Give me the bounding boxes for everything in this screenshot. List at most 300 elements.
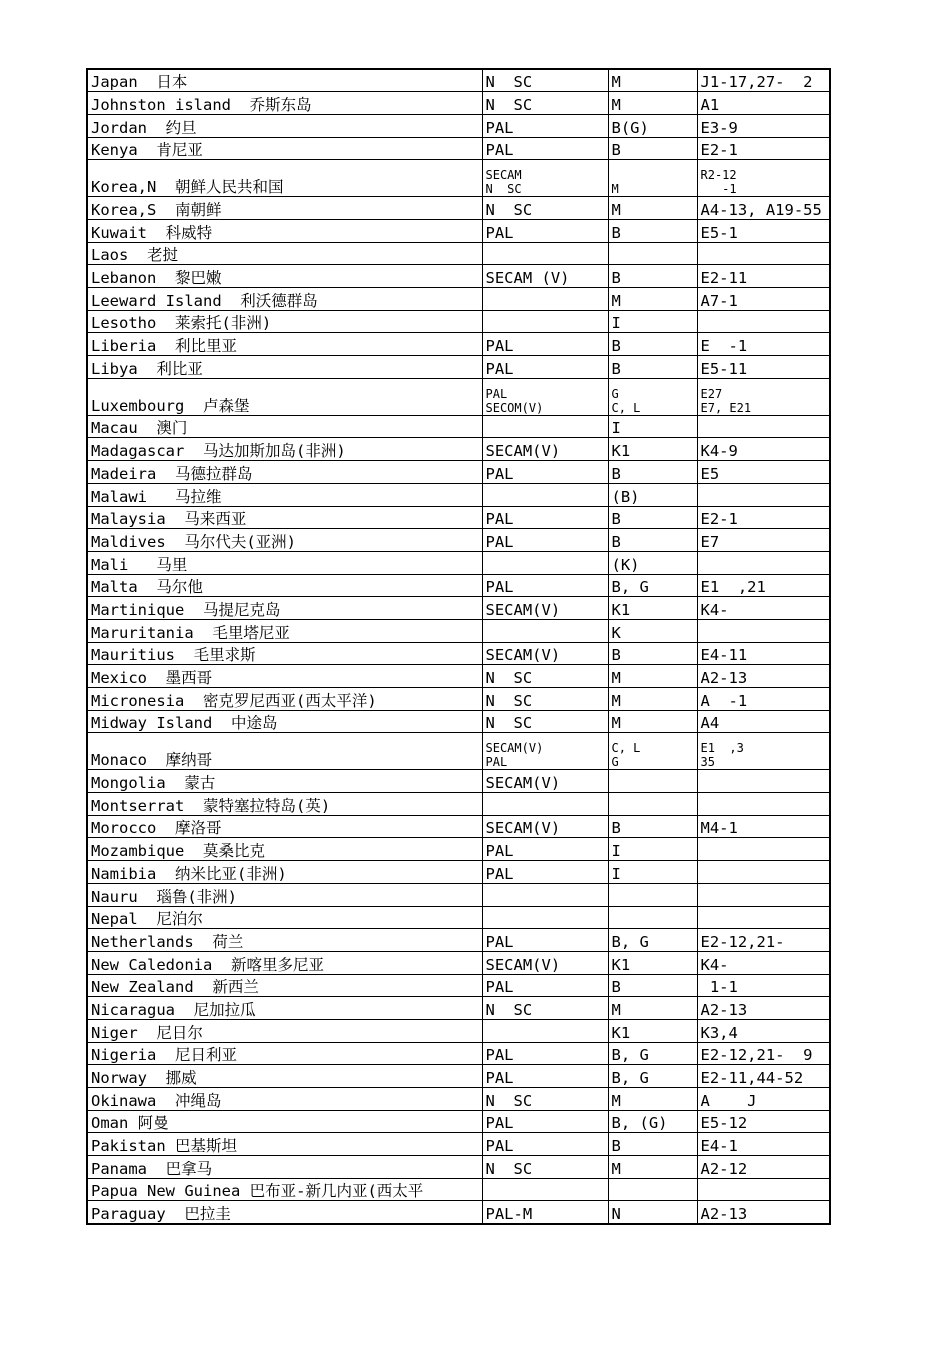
table-row [87, 929, 830, 952]
standard-text: M [611, 291, 621, 310]
standard-cell [608, 415, 697, 438]
channels-text: A4-13, A19-55 [700, 200, 822, 219]
channels-text: E2-12,21- 9 [700, 1046, 813, 1065]
standard-text: I [611, 864, 621, 883]
system-cell [482, 242, 608, 265]
system-text: PAL [485, 118, 514, 137]
country-text: Micronesia 密克罗尼西亚(西太平洋) [91, 691, 377, 710]
standard-cell [608, 838, 697, 861]
table-row [87, 92, 830, 115]
standard-line: G [611, 755, 619, 770]
system-cell [482, 1133, 608, 1156]
system-cell [482, 551, 608, 574]
table-row [87, 1019, 830, 1042]
country-cell [87, 665, 482, 688]
country-text: Nigeria 尼日利亚 [91, 1046, 237, 1065]
channels-cell [697, 529, 830, 552]
country-cell [87, 861, 482, 884]
system-cell [482, 483, 608, 506]
table-row [87, 619, 830, 642]
standard-text: B [611, 532, 621, 551]
channels-cell [697, 1156, 830, 1179]
standard-text: K1 [611, 955, 631, 974]
country-cell [87, 733, 482, 770]
system-text: PAL [485, 1137, 514, 1156]
system-text: PAL [485, 1046, 514, 1065]
system-cell [482, 710, 608, 733]
standard-text: B [611, 819, 621, 838]
country-cell [87, 619, 482, 642]
table-row [87, 288, 830, 311]
country-cell [87, 219, 482, 242]
country-cell [87, 1156, 482, 1179]
channels-cell [697, 815, 830, 838]
country-cell [87, 770, 482, 793]
table-row [87, 483, 830, 506]
country-text: Leeward Island 利沃德群岛 [91, 291, 318, 310]
table-row [87, 529, 830, 552]
standard-cell [608, 710, 697, 733]
country-cell [87, 838, 482, 861]
system-text: N SC [485, 95, 533, 114]
country-cell [87, 710, 482, 733]
country-text: Montserrat 蒙特塞拉特岛(英) [91, 796, 331, 815]
standard-text: K [611, 623, 621, 642]
channels-cell [697, 906, 830, 929]
channels-cell [697, 574, 830, 597]
table-row [87, 160, 830, 197]
standard-cell [608, 1110, 697, 1133]
standard-text: B, G [611, 932, 649, 951]
standard-text: B(G) [611, 118, 649, 137]
system-cell [482, 665, 608, 688]
channels-text: K4- [700, 600, 729, 619]
standard-text: M [611, 691, 621, 710]
country-text: Mongolia 蒙古 [91, 774, 216, 793]
standard-cell [608, 438, 697, 461]
table-row [87, 906, 830, 929]
system-cell [482, 733, 608, 770]
channels-cell [697, 197, 830, 220]
system-cell [482, 333, 608, 356]
channels-text: E7 [700, 532, 720, 551]
system-line: PAL [485, 386, 508, 401]
system-text: SECAM(V) [485, 646, 561, 665]
standard-cell [608, 137, 697, 160]
country-text: Luxembourg 卢森堡 [91, 396, 250, 415]
table-row [87, 551, 830, 574]
channels-cell [697, 974, 830, 997]
standard-text: N [611, 1204, 621, 1223]
country-cell [87, 415, 482, 438]
table-row [87, 997, 830, 1020]
country-text: Midway Island 中途岛 [91, 714, 278, 733]
standard-cell [608, 815, 697, 838]
channels-text: E5-12 [700, 1114, 748, 1133]
standard-text: K1 [611, 600, 631, 619]
standard-cell [608, 793, 697, 816]
country-text: Malaysia 马来西亚 [91, 510, 247, 529]
standard-cell [608, 356, 697, 379]
standard-cell [608, 160, 697, 197]
table-row [87, 1088, 830, 1111]
standard-cell [608, 642, 697, 665]
standard-line: C, L [611, 400, 641, 415]
system-cell [482, 1065, 608, 1088]
country-text: Mozambique 莫桑比克 [91, 842, 265, 861]
country-cell [87, 378, 482, 415]
system-text: PAL [485, 141, 514, 160]
channels-cell [697, 688, 830, 711]
channels-text: A4 [700, 714, 720, 733]
standard-cell [608, 69, 697, 92]
system-cell [482, 688, 608, 711]
standard-cell [608, 688, 697, 711]
system-cell [482, 770, 608, 793]
table-row [87, 1178, 830, 1201]
channels-text: A -1 [700, 691, 748, 710]
table-row [87, 642, 830, 665]
system-cell [482, 1201, 608, 1224]
country-text: Macau 澳门 [91, 419, 188, 438]
system-text: PAL [485, 223, 514, 242]
standard-cell [608, 506, 697, 529]
standard-cell [608, 242, 697, 265]
standard-cell [608, 219, 697, 242]
channels-cell [697, 1088, 830, 1111]
country-cell [87, 1201, 482, 1224]
standard-line: C, L [611, 741, 641, 756]
system-cell [482, 929, 608, 952]
channels-cell [697, 506, 830, 529]
standard-text: I [611, 419, 621, 438]
channels-cell [697, 793, 830, 816]
country-cell [87, 974, 482, 997]
system-line: N SC [485, 182, 522, 197]
channels-line: E1 ,3 [700, 741, 744, 756]
table-row [87, 793, 830, 816]
channels-line: R2-12 [700, 168, 737, 183]
country-text: Malta 马尔他 [91, 578, 203, 597]
system-text: PAL [485, 337, 514, 356]
standard-line: G [611, 386, 619, 401]
table-row [87, 114, 830, 137]
standard-cell [608, 310, 697, 333]
standard-cell [608, 1088, 697, 1111]
table-row [87, 438, 830, 461]
table-row [87, 710, 830, 733]
channels-cell [697, 92, 830, 115]
channels-line: 35 [700, 755, 715, 770]
standard-text: B [611, 1137, 621, 1156]
system-text: PAL [485, 1114, 514, 1133]
channels-cell [697, 114, 830, 137]
channels-cell [697, 1065, 830, 1088]
system-text: N SC [485, 691, 533, 710]
country-cell [87, 69, 482, 92]
channels-text: E2-1 [700, 141, 738, 160]
country-text: Nauru 瑙鲁(非洲) [91, 887, 237, 906]
system-text: SECAM(V) [485, 442, 561, 461]
table-row [87, 574, 830, 597]
standard-text: K1 [611, 1023, 631, 1042]
channels-text: E -1 [700, 337, 748, 356]
channels-text: E5-1 [700, 223, 738, 242]
country-text: Maruritania 毛里塔尼亚 [91, 623, 290, 642]
system-text: N SC [485, 1159, 533, 1178]
table-row [87, 1133, 830, 1156]
channels-text: E5-11 [700, 359, 748, 378]
system-cell [482, 997, 608, 1020]
channels-cell [697, 1133, 830, 1156]
system-text: N SC [485, 1000, 533, 1019]
channels-cell [697, 1178, 830, 1201]
system-text: N SC [485, 714, 533, 733]
table-row [87, 883, 830, 906]
system-cell [482, 415, 608, 438]
system-text: PAL [485, 842, 514, 861]
standard-text: B [611, 510, 621, 529]
system-cell [482, 438, 608, 461]
country-cell [87, 1088, 482, 1111]
system-cell [482, 197, 608, 220]
table-row [87, 506, 830, 529]
table-row [87, 1110, 830, 1133]
country-text: Madeira 马德拉群岛 [91, 464, 253, 483]
country-text: Paraguay 巴拉圭 [91, 1204, 231, 1223]
channels-text: E1 ,21 [700, 578, 766, 597]
system-cell [482, 883, 608, 906]
country-cell [87, 242, 482, 265]
standard-text: M [611, 73, 621, 92]
system-cell [482, 506, 608, 529]
system-cell [482, 1042, 608, 1065]
system-cell [482, 69, 608, 92]
channels-cell [697, 1201, 830, 1224]
channels-cell [697, 415, 830, 438]
table-row [87, 974, 830, 997]
standard-text: B, G [611, 1069, 649, 1087]
channels-text: K4- [700, 955, 729, 974]
system-text: N SC [485, 1091, 533, 1110]
system-cell [482, 1088, 608, 1111]
country-text: Okinawa 冲绳岛 [91, 1091, 222, 1110]
standard-cell [608, 529, 697, 552]
standard-cell [608, 997, 697, 1020]
channels-cell [697, 461, 830, 484]
country-cell [87, 1042, 482, 1065]
country-text: Korea,S 南朝鲜 [91, 200, 222, 219]
standard-line: M [611, 182, 619, 197]
country-text: Netherlands 荷兰 [91, 932, 244, 951]
standard-cell [608, 197, 697, 220]
system-text: SECAM(V) [485, 600, 561, 619]
channels-cell [697, 619, 830, 642]
channels-cell [697, 356, 830, 379]
system-text: PAL [485, 1069, 514, 1087]
channels-cell [697, 710, 830, 733]
channels-cell [697, 1110, 830, 1133]
system-text: PAL [485, 464, 514, 483]
system-text: SECAM(V) [485, 774, 561, 793]
channels-cell [697, 642, 830, 665]
channels-cell [697, 160, 830, 197]
country-text: Nepal 尼泊尔 [91, 910, 203, 929]
country-cell [87, 906, 482, 929]
channels-cell [697, 929, 830, 952]
country-text: Morocco 摩洛哥 [91, 819, 222, 838]
system-text: PAL [485, 359, 514, 378]
system-cell [482, 619, 608, 642]
standard-text: B, G [611, 578, 649, 597]
channels-text: E4-1 [700, 1137, 738, 1156]
country-cell [87, 597, 482, 620]
country-cell [87, 197, 482, 220]
channels-cell [697, 69, 830, 92]
channels-text: E5 [700, 464, 720, 483]
standard-text: M [611, 95, 621, 114]
channels-line: -1 [700, 182, 737, 197]
standard-cell [608, 733, 697, 770]
country-text: Maldives 马尔代夫(亚洲) [91, 532, 296, 551]
channels-cell [697, 242, 830, 265]
channels-cell [697, 733, 830, 770]
country-text: Laos 老挝 [91, 246, 178, 265]
system-text: N SC [485, 200, 533, 219]
country-cell [87, 1178, 482, 1201]
standard-text: (B) [611, 487, 640, 506]
country-cell [87, 815, 482, 838]
channels-text: K3,4 [700, 1023, 738, 1042]
channels-cell [697, 597, 830, 620]
country-cell [87, 793, 482, 816]
standard-text: (K) [611, 555, 640, 574]
channels-cell [697, 310, 830, 333]
standard-cell [608, 1042, 697, 1065]
country-text: Mexico 墨西哥 [91, 669, 213, 687]
standard-text: K1 [611, 442, 631, 461]
standard-cell [608, 265, 697, 288]
table-row [87, 197, 830, 220]
country-cell [87, 951, 482, 974]
country-cell [87, 288, 482, 311]
standard-cell [608, 665, 697, 688]
system-text: PAL [485, 932, 514, 951]
standard-cell [608, 92, 697, 115]
standard-text: B [611, 464, 621, 483]
table-row [87, 69, 830, 92]
country-text: Japan 日本 [91, 73, 188, 92]
table-row [87, 838, 830, 861]
standard-text: M [611, 669, 621, 687]
system-cell [482, 356, 608, 379]
country-text: Nicaragua 尼加拉瓜 [91, 1000, 256, 1019]
country-text: Mauritius 毛里求斯 [91, 646, 256, 665]
system-cell [482, 288, 608, 311]
channels-text: E4-11 [700, 646, 748, 665]
standard-text: M [611, 714, 621, 733]
table-row [87, 733, 830, 770]
country-cell [87, 642, 482, 665]
table-row [87, 310, 830, 333]
standard-cell [608, 378, 697, 415]
standard-text: B [611, 141, 621, 160]
table-row [87, 597, 830, 620]
standard-cell [608, 597, 697, 620]
country-cell [87, 1110, 482, 1133]
standard-cell [608, 929, 697, 952]
channels-cell [697, 997, 830, 1020]
country-text: Johnston island 乔斯东岛 [91, 95, 312, 114]
system-cell [482, 793, 608, 816]
table-row [87, 688, 830, 711]
system-cell [482, 861, 608, 884]
country-cell [87, 160, 482, 197]
system-line: SECAM [485, 168, 522, 183]
standard-cell [608, 1201, 697, 1224]
system-cell [482, 378, 608, 415]
country-text: Namibia 纳米比亚(非洲) [91, 864, 287, 883]
country-text: Lebanon 黎巴嫩 [91, 269, 222, 287]
channels-text: E2-12,21- [700, 932, 785, 951]
standard-cell [608, 906, 697, 929]
system-cell [482, 219, 608, 242]
system-text: PAL-M [485, 1204, 533, 1223]
table-row [87, 951, 830, 974]
standard-cell [608, 974, 697, 997]
channels-cell [697, 551, 830, 574]
system-cell [482, 906, 608, 929]
system-text: PAL [485, 978, 514, 997]
system-cell [482, 114, 608, 137]
channels-cell [697, 1019, 830, 1042]
country-cell [87, 688, 482, 711]
system-cell [482, 838, 608, 861]
table-row [87, 415, 830, 438]
channels-line: E7, E21 [700, 400, 752, 415]
channels-cell [697, 1042, 830, 1065]
channels-text: E3-9 [700, 118, 738, 137]
channels-text: A J [700, 1091, 757, 1110]
standard-cell [608, 883, 697, 906]
standard-cell [608, 1178, 697, 1201]
country-cell [87, 1133, 482, 1156]
system-line: PAL [485, 755, 508, 770]
standard-cell [608, 1065, 697, 1088]
system-cell [482, 642, 608, 665]
country-cell [87, 137, 482, 160]
channels-cell [697, 219, 830, 242]
system-cell [482, 529, 608, 552]
standard-text: I [611, 842, 621, 861]
channels-text: A2-12 [700, 1159, 748, 1178]
system-cell [482, 92, 608, 115]
channels-cell [697, 438, 830, 461]
system-text: PAL [485, 578, 514, 597]
channels-line: E27 [700, 386, 723, 401]
channels-cell [697, 288, 830, 311]
channels-text: A1 [700, 95, 720, 114]
system-cell [482, 597, 608, 620]
channels-text: J1-17,27- 2 [700, 73, 813, 92]
channels-cell [697, 378, 830, 415]
country-text: Jordan 约旦 [91, 118, 197, 137]
standard-text: B [611, 978, 621, 997]
country-text: Monaco 摩纳哥 [91, 751, 213, 770]
table-row [87, 861, 830, 884]
table-row [87, 1201, 830, 1224]
table-row [87, 815, 830, 838]
